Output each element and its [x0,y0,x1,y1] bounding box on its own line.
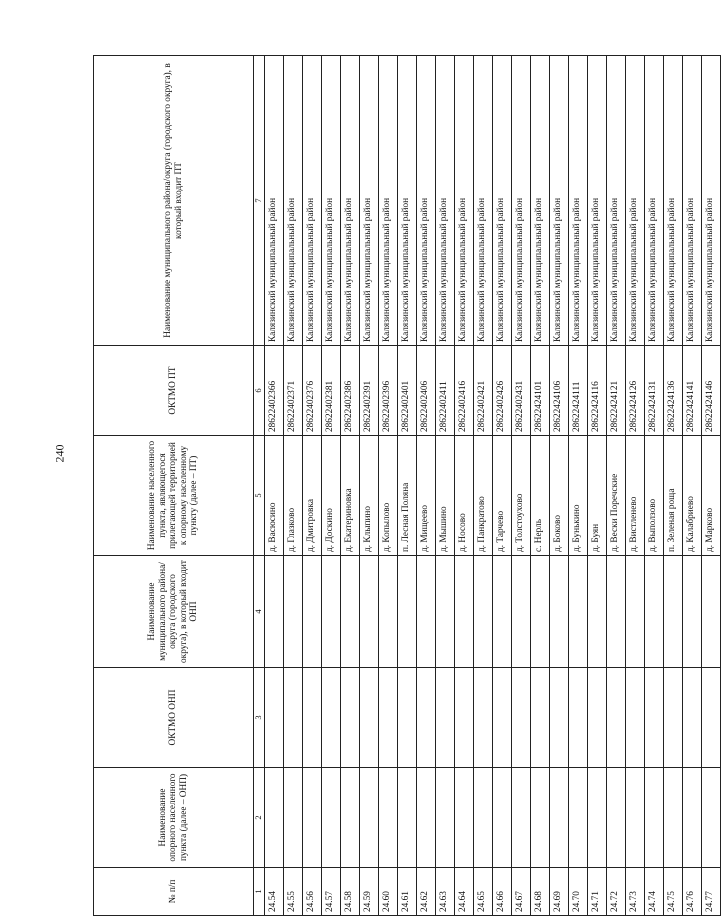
cell-onp-district [359,556,378,668]
cell-number: 24.64 [454,868,473,916]
cell-pt-name: д. Толстоухово [511,436,530,556]
cell-onp-oktmo [492,668,511,768]
table-row [302,56,321,916]
cell-pt-oktmo: 28622424136 [663,346,682,436]
header-number: № п/п [94,868,254,916]
table-row [264,56,283,916]
cell-pt-name: с. Нерль [530,436,549,556]
table-row [530,56,549,916]
cell-onp-district [302,556,321,668]
cell-pt-oktmo: 28622424116 [587,346,606,436]
cell-pt-district: Калязинский муниципальный район [359,56,378,346]
cell-pt-oktmo: 28622402396 [378,346,397,436]
cell-onp-oktmo [302,668,321,768]
table-row [397,56,416,916]
cell-pt-district: Калязинский муниципальный район [530,56,549,346]
cell-number: 24.57 [321,868,340,916]
table-row [473,56,492,916]
page-number [50,440,70,466]
cell-onp-district [283,556,302,668]
cell-pt-name: д. Глазково [283,436,302,556]
header-onp-name: Наименование опорного населенного пункта (далее – ОНП) [94,768,254,868]
cell-onp-name [625,768,644,868]
table-row [340,56,359,916]
cell-pt-district: Калязинский муниципальный район [435,56,454,346]
cell-pt-oktmo: 28622402366 [264,346,283,436]
column-number: 5 [254,436,265,556]
table-row [701,56,720,916]
table-container [93,56,716,916]
cell-onp-oktmo [283,668,302,768]
cell-pt-name: д. Копылово [378,436,397,556]
cell-number: 24.66 [492,868,511,916]
cell-pt-oktmo: 28622402431 [511,346,530,436]
cell-onp-oktmo [397,668,416,768]
header-row [94,56,254,916]
column-number: 4 [254,556,265,668]
cell-onp-oktmo [473,668,492,768]
cell-onp-district [454,556,473,668]
cell-pt-name: д. Екатериновка [340,436,359,556]
cell-pt-name: д. Васюсино [264,436,283,556]
cell-pt-district: Калязинский муниципальный район [340,56,359,346]
cell-onp-name [302,768,321,868]
cell-onp-oktmo [530,668,549,768]
cell-pt-oktmo: 28622402381 [321,346,340,436]
page-number-text: 240 [52,444,67,462]
cell-onp-name [283,768,302,868]
cell-pt-district: Калязинский муниципальный район [549,56,568,346]
cell-pt-name: д. Мищеево [416,436,435,556]
cell-pt-oktmo: 28622402426 [492,346,511,436]
column-number: 7 [254,56,265,346]
cell-pt-name: д. Клыпино [359,436,378,556]
cell-pt-district: Калязинский муниципальный район [264,56,283,346]
table-row [321,56,340,916]
cell-onp-name [435,768,454,868]
cell-onp-name [682,768,701,868]
cell-pt-district: Калязинский муниципальный район [625,56,644,346]
table-row [663,56,682,916]
cell-pt-oktmo: 28622424121 [606,346,625,436]
cell-pt-district: Калязинский муниципальный район [682,56,701,346]
settlements-table [93,55,721,916]
column-number-row [254,56,265,916]
cell-onp-district [397,556,416,668]
table-row [359,56,378,916]
cell-number: 24.72 [606,868,625,916]
cell-pt-name: д. Марково [701,436,720,556]
cell-onp-district [549,556,568,668]
cell-onp-name [473,768,492,868]
cell-pt-oktmo: 28622424101 [530,346,549,436]
table-row [511,56,530,916]
cell-pt-oktmo: 28622402376 [302,346,321,436]
cell-onp-district [511,556,530,668]
table-row [492,56,511,916]
cell-pt-district: Калязинский муниципальный район [321,56,340,346]
cell-onp-name [511,768,530,868]
cell-onp-name [397,768,416,868]
cell-pt-oktmo: 28622424111 [568,346,587,436]
cell-onp-name [264,768,283,868]
cell-onp-oktmo [454,668,473,768]
table-row [568,56,587,916]
cell-onp-oktmo [549,668,568,768]
cell-number: 24.55 [283,868,302,916]
cell-onp-district [473,556,492,668]
cell-onp-district [435,556,454,668]
cell-pt-district: Калязинский муниципальный район [283,56,302,346]
cell-number: 24.56 [302,868,321,916]
cell-pt-name: д. Мышино [435,436,454,556]
cell-pt-district: Калязинский муниципальный район [663,56,682,346]
cell-onp-name [663,768,682,868]
cell-number: 24.62 [416,868,435,916]
cell-pt-name: п. Зеленая роща [663,436,682,556]
cell-pt-district: Калязинский муниципальный район [587,56,606,346]
cell-number: 24.75 [663,868,682,916]
cell-number: 24.69 [549,868,568,916]
table-row [454,56,473,916]
table-row [416,56,435,916]
cell-pt-oktmo: 28622424146 [701,346,720,436]
column-number: 2 [254,768,265,868]
cell-pt-oktmo: 28622424141 [682,346,701,436]
table-row [644,56,663,916]
cell-pt-name: д. Тарчево [492,436,511,556]
cell-pt-name: д. Бунькино [568,436,587,556]
cell-pt-oktmo: 28622402416 [454,346,473,436]
table-row [682,56,701,916]
cell-onp-district [701,556,720,668]
cell-pt-district: Калязинский муниципальный район [454,56,473,346]
cell-onp-oktmo [606,668,625,768]
cell-pt-name: д. Носово [454,436,473,556]
cell-onp-oktmo [625,668,644,768]
cell-number: 24.63 [435,868,454,916]
cell-onp-district [606,556,625,668]
cell-pt-oktmo: 28622402406 [416,346,435,436]
cell-onp-district [264,556,283,668]
cell-number: 24.54 [264,868,283,916]
table-row [435,56,454,916]
table-row [283,56,302,916]
cell-number: 24.70 [568,868,587,916]
cell-onp-district [340,556,359,668]
table-row [587,56,606,916]
cell-onp-oktmo [568,668,587,768]
cell-pt-district: Калязинский муниципальный район [492,56,511,346]
cell-onp-name [587,768,606,868]
cell-onp-name [454,768,473,868]
cell-pt-district: Калязинский муниципальный район [378,56,397,346]
cell-onp-name [340,768,359,868]
table-row [549,56,568,916]
cell-pt-district: Калязинский муниципальный район [397,56,416,346]
table-row [606,56,625,916]
cell-onp-name [416,768,435,868]
cell-onp-district [644,556,663,668]
cell-pt-oktmo: 28622402386 [340,346,359,436]
cell-number: 24.58 [340,868,359,916]
column-number: 6 [254,346,265,436]
cell-pt-name: п. Лесная Поляна [397,436,416,556]
cell-number: 24.67 [511,868,530,916]
cell-onp-oktmo [416,668,435,768]
table-body [264,56,720,916]
cell-number: 24.74 [644,868,663,916]
cell-pt-name: д. Панкратово [473,436,492,556]
cell-number: 24.60 [378,868,397,916]
cell-onp-district [530,556,549,668]
cell-onp-name [568,768,587,868]
cell-number: 24.59 [359,868,378,916]
cell-pt-district: Калязинский муниципальный район [606,56,625,346]
header-onp-district: Наименование муниципального района/округа (городского округа), в который входит ОНП [94,556,254,668]
cell-onp-district [663,556,682,668]
cell-pt-name: д. Вески Поречские [606,436,625,556]
cell-pt-oktmo: 28622402401 [397,346,416,436]
cell-onp-district [625,556,644,668]
cell-number: 24.61 [397,868,416,916]
cell-onp-oktmo [378,668,397,768]
cell-onp-district [416,556,435,668]
cell-onp-district [587,556,606,668]
cell-onp-oktmo [359,668,378,768]
cell-pt-oktmo: 28622402421 [473,346,492,436]
cell-onp-name [378,768,397,868]
cell-onp-district [682,556,701,668]
cell-onp-name [359,768,378,868]
cell-pt-name: д. Доскино [321,436,340,556]
cell-onp-district [378,556,397,668]
cell-pt-oktmo: 28622402371 [283,346,302,436]
cell-onp-oktmo [340,668,359,768]
cell-onp-oktmo [663,668,682,768]
cell-pt-district: Калязинский муниципальный район [302,56,321,346]
cell-onp-oktmo [435,668,454,768]
cell-onp-oktmo [511,668,530,768]
header-onp-oktmo: ОКТМО ОНП [94,668,254,768]
cell-onp-oktmo [321,668,340,768]
cell-pt-district: Калязинский муниципальный район [473,56,492,346]
cell-onp-name [606,768,625,868]
cell-onp-name [644,768,663,868]
header-pt-name: Наименование населенного пункта, являющегося прилегающей территорией к опорному населенному пункту (далее – ПТ) [94,436,254,556]
cell-number: 24.73 [625,868,644,916]
cell-number: 24.71 [587,868,606,916]
cell-pt-oktmo: 28622424126 [625,346,644,436]
cell-onp-oktmo [264,668,283,768]
cell-number: 24.76 [682,868,701,916]
cell-onp-name [492,768,511,868]
cell-pt-oktmo: 28622424131 [644,346,663,436]
cell-onp-district [321,556,340,668]
column-number: 1 [254,868,265,916]
cell-onp-oktmo [701,668,720,768]
cell-pt-district: Калязинский муниципальный район [416,56,435,346]
cell-number: 24.77 [701,868,720,916]
cell-onp-oktmo [644,668,663,768]
cell-pt-name: д. Дмитровка [302,436,321,556]
cell-pt-name: д. Вистленево [625,436,644,556]
table-row [625,56,644,916]
cell-pt-district: Калязинский муниципальный район [568,56,587,346]
cell-pt-oktmo: 28622402391 [359,346,378,436]
cell-pt-district: Калязинский муниципальный район [644,56,663,346]
column-number: 3 [254,668,265,768]
cell-onp-oktmo [587,668,606,768]
cell-pt-name: д. Буян [587,436,606,556]
cell-number: 24.65 [473,868,492,916]
cell-pt-oktmo: 28622424106 [549,346,568,436]
cell-pt-oktmo: 28622402411 [435,346,454,436]
cell-onp-name [549,768,568,868]
cell-number: 24.68 [530,868,549,916]
cell-onp-name [321,768,340,868]
cell-onp-name [530,768,549,868]
cell-onp-oktmo [682,668,701,768]
cell-pt-name: д. Боково [549,436,568,556]
cell-onp-district [568,556,587,668]
header-pt-district: Наименование муниципального района/округа (городского округа), в который входит ПТ [94,56,254,346]
header-pt-oktmo: ОКТМО ПТ [94,346,254,436]
table-row [378,56,397,916]
cell-onp-district [492,556,511,668]
cell-pt-name: д. Выползово [644,436,663,556]
cell-pt-district: Калязинский муниципальный район [701,56,720,346]
cell-pt-district: Калязинский муниципальный район [511,56,530,346]
cell-pt-name: д. Калабриево [682,436,701,556]
cell-onp-name [701,768,720,868]
